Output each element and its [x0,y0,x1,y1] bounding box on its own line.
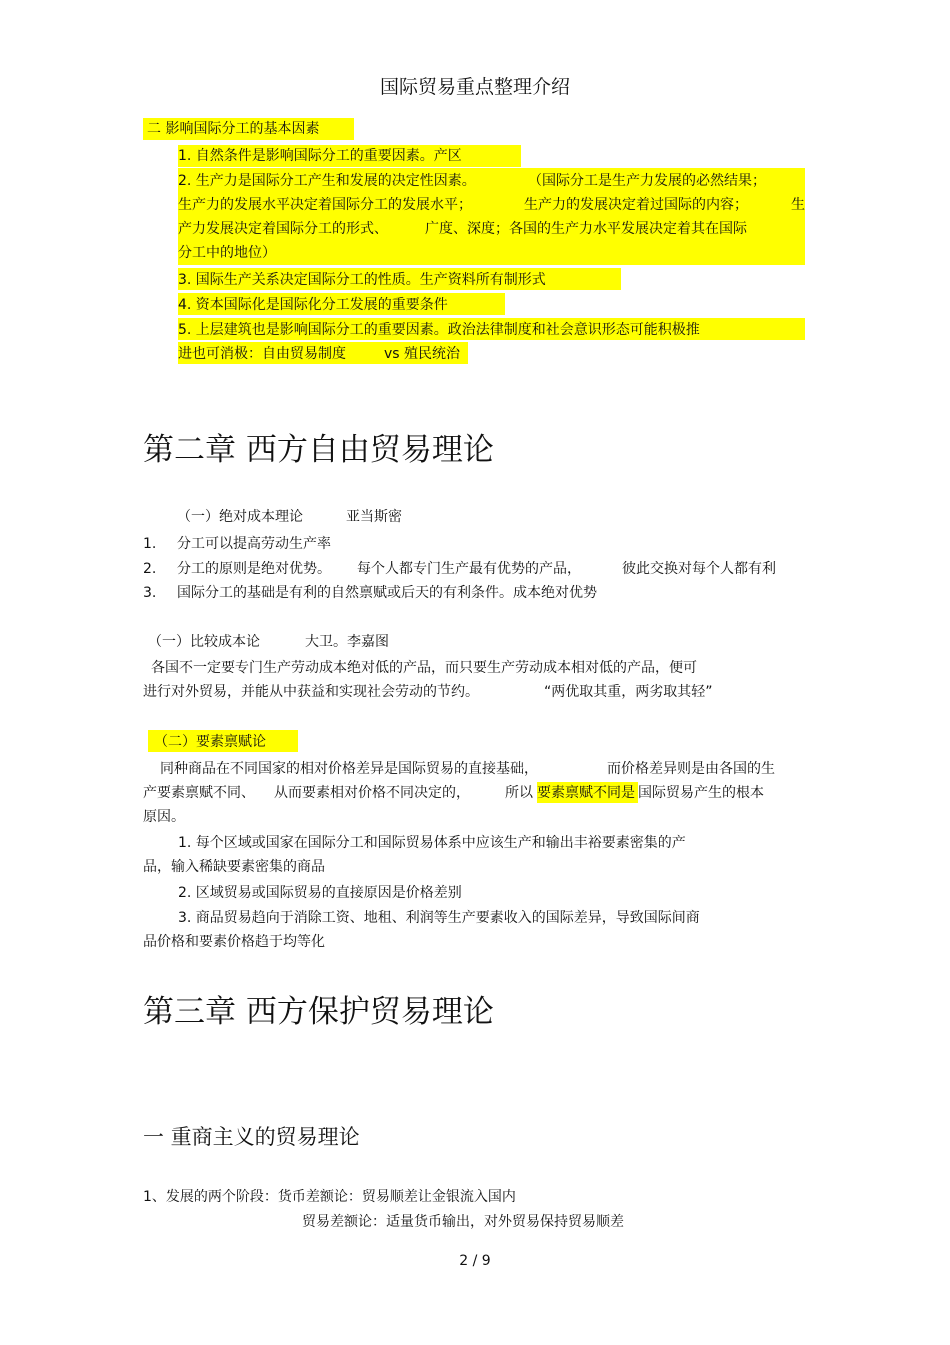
mercantilism-line-1: 1、发展的两个阶段：货币差额论：贸易顺差让金银流入国内 [143,1189,516,1205]
factor-item-1b: 品，输入稀缺要素密集的商品 [143,859,325,875]
comparative-author: 大卫。李嘉图 [305,634,389,650]
factor-item-3: 3. 国际生产关系决定国际分工的性质。生产资料所有制形式 [178,272,546,288]
point-3-number: 3. [143,585,157,601]
point-1-number: 1. [143,536,157,552]
factor-item-2-line3b: 广度、深度；各国的生产力水平发展决定着其在国际 [425,221,747,237]
factor-endowment-heading: （二）要素禀赋论 [154,734,266,750]
comparative-heading: （一）比较成本论 [148,634,260,650]
factors-heading: 二 影响国际分工的基本因素 [147,121,320,137]
factor-item-2-paren: （国际分工是生产力发展的必然结果； [528,173,766,189]
factor-para-1b: 而价格差异则是由各国的生 [607,761,775,777]
chapter-3-title: 第三章 西方保护贸易理论 [143,994,494,1030]
factor-item-2: 2. 生产力是国际分工产生和发展的决定性因素。 [178,173,476,189]
factor-item-2t: 2. 区域贸易或国际贸易的直接原因是价格差别 [178,885,462,901]
factor-para-2d: 国际贸易产生的根本 [638,785,764,801]
factor-para-1a: 同种商品在不同国家的相对价格差异是国际贸易的直接基础， [160,761,538,777]
absolute-cost-author: 亚当斯密 [346,509,402,525]
chapter-2-title: 第二章 西方自由贸易理论 [143,432,494,468]
point-3-text: 国际分工的基础是有利的自然禀赋或后天的有利条件。成本绝对优势 [177,585,597,601]
point-2-number: 2. [143,561,157,577]
factor-item-2-line2c: 生 [791,197,805,213]
point-2-text-c: 彼此交换对每个人都有利 [622,561,776,577]
factor-item-2-line4: 分工中的地位） [178,245,276,261]
absolute-cost-heading: （一）绝对成本理论 [177,509,303,525]
factor-item-1: 1. 自然条件是影响国际分工的重要因素。产区 [178,148,462,164]
comparative-line-1: 各国不一定要专门生产劳动成本绝对低的产品，而只要生产劳动成本相对低的产品，便可 [151,660,697,676]
page-number: 2 / 9 [459,1253,491,1269]
section-mercantilism: 一 重商主义的贸易理论 [143,1125,360,1149]
document-title: 国际贸易重点整理介绍 [379,76,570,98]
factor-item-1a: 1. 每个区域或国家在国际分工和国际贸易体系中应该生产和输出丰裕要素密集的产 [178,835,686,851]
factor-para-2b: 从而要素相对价格不同决定的， [274,785,470,801]
comparative-line-2: 进行对外贸易，并能从中获益和实现社会劳动的节约。 [143,684,479,700]
point-2-text-a: 分工的原则是绝对优势。 [177,561,331,577]
factor-para-2a: 产要素禀赋不同、 [143,785,255,801]
point-2-text-b: 每个人都专门生产最有优势的产品， [357,561,581,577]
factor-item-3a: 3. 商品贸易趋向于消除工资、地租、利润等生产要素收入的国际差异，导致国际间商 [178,910,700,926]
factor-item-3b: 品价格和要素价格趋于均等化 [143,934,325,950]
point-1-text: 分工可以提高劳动生产率 [177,536,331,552]
factor-para-2-highlight: 要素禀赋不同是 [537,785,635,801]
factor-item-5-line2a: 进也可消极：自由贸易制度 [178,346,346,362]
comparative-quote: “两优取其重，两劣取其轻” [544,684,713,700]
factor-item-5: 5. 上层建筑也是影响国际分工的重要因素。政治法律制度和社会意识形态可能积极推 [178,322,700,338]
factor-item-2-line2a: 生产力的发展水平决定着国际分工的发展水平； [178,197,472,213]
factor-item-5-line2b: vs 殖民统治 [384,346,461,362]
mercantilism-line-2: 贸易差额论：适量货币输出，对外贸易保持贸易顺差 [302,1214,624,1230]
factor-para-2c: 所以 [505,785,533,801]
factor-item-2-line2b: 生产力的发展决定着过国际的内容； [524,197,748,213]
factor-para-3: 原因。 [143,809,185,825]
factor-item-4: 4. 资本国际化是国际化分工发展的重要条件 [178,297,448,313]
factor-item-2-line3a: 产力发展决定着国际分工的形式、 [178,221,388,237]
